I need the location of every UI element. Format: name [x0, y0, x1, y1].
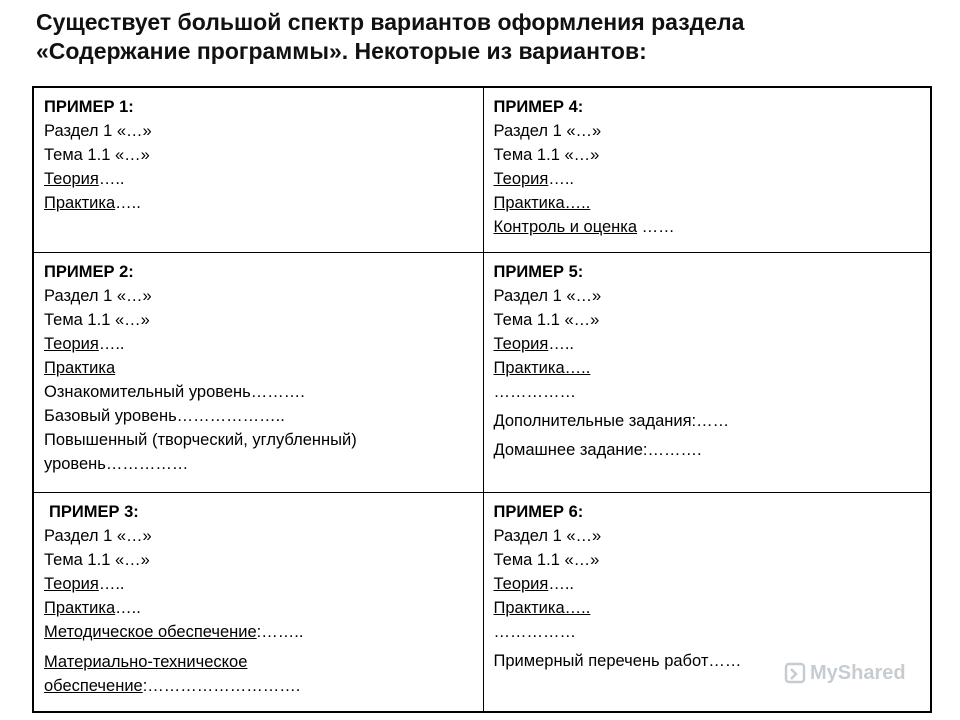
method-line [44, 620, 475, 644]
table-row [33, 87, 931, 253]
theory-line [494, 572, 923, 596]
level-advanced-line: Повышенный (творческий, углубленный) [44, 431, 357, 449]
practice-line [494, 596, 923, 620]
practice-line [494, 191, 923, 215]
theory-dots: ….. [548, 335, 575, 353]
title-line-2: «Содержание программы». Некоторые из вариантов: [36, 38, 647, 64]
practice-line [44, 191, 475, 215]
watermark-logo-icon [784, 660, 808, 686]
method-dots: :…….. [256, 623, 304, 641]
control-dots: …… [637, 218, 675, 236]
extra-tasks-line: Дополнительные задания:…… [493, 412, 730, 430]
section-line: Раздел 1 «…» [493, 527, 602, 545]
material-line-cont [44, 674, 475, 698]
topic-line: Тема 1.1 «…» [493, 551, 600, 569]
watermark [784, 660, 924, 688]
examples-table [32, 86, 932, 713]
example-heading: ПРИМЕР 1: [44, 98, 134, 116]
topic-line: Тема 1.1 «…» [44, 311, 150, 329]
theory-line [494, 167, 923, 191]
level-basic-line: Базовый уровень……………….. [44, 407, 285, 425]
example-heading: ПРИМЕР 2: [44, 263, 134, 281]
practice-label: Практика….. [493, 359, 591, 377]
example-heading: ПРИМЕР 5: [493, 263, 584, 281]
topic-line: Тема 1.1 «…» [493, 311, 600, 329]
example-cell-3 [33, 493, 483, 713]
practice-label: Практика….. [493, 599, 591, 617]
section-line: Раздел 1 «…» [44, 287, 152, 305]
section-line: Раздел 1 «…» [493, 122, 602, 140]
example-cell-4 [483, 87, 931, 253]
topic-line: Тема 1.1 «…» [44, 146, 150, 164]
theory-dots: ….. [98, 575, 125, 593]
practice-dots: ….. [115, 599, 141, 617]
theory-label: Теория [44, 575, 99, 593]
control-line [494, 215, 923, 239]
example-cell-1 [33, 87, 483, 253]
practice-label: Практика [44, 194, 116, 212]
example-heading: ПРИМЕР 6: [493, 503, 584, 521]
theory-label: Теория [44, 335, 99, 353]
homework-line: Домашнее задание:………. [493, 441, 702, 459]
theory-line [44, 572, 475, 596]
dots-line: …………… [493, 383, 576, 401]
control-label: Контроль и оценка [493, 218, 638, 236]
theory-label: Теория [493, 335, 549, 353]
watermark-text: MyShared [810, 662, 906, 684]
practice-label: Практика [44, 359, 116, 377]
topic-line: Тема 1.1 «…» [493, 146, 600, 164]
material-line: Материально-техническое [44, 653, 248, 671]
method-label: Методическое обеспечение [44, 623, 257, 641]
theory-line [44, 167, 475, 191]
section-line: Раздел 1 «…» [493, 287, 602, 305]
theory-label: Теория [493, 575, 549, 593]
works-line: Примерный перечень работ…… [493, 652, 742, 670]
theory-line [44, 332, 475, 356]
practice-label: Практика [44, 599, 116, 617]
page-title [36, 8, 936, 66]
material-label: обеспечение [44, 677, 143, 695]
theory-dots: ….. [98, 335, 125, 353]
section-line: Раздел 1 «…» [44, 527, 152, 545]
level-intro-line: Ознакомительный уровень………. [44, 383, 305, 401]
example-cell-5 [483, 253, 931, 493]
table-row [33, 253, 931, 493]
section-line: Раздел 1 «…» [44, 122, 152, 140]
title-line-1: Существует большой спектр вариантов оформления раздела [36, 9, 745, 35]
theory-dots: ….. [548, 170, 575, 188]
theory-label: Теория [493, 170, 549, 188]
dots-line: …………… [493, 623, 576, 641]
practice-line [44, 596, 475, 620]
example-heading: ПРИМЕР 3: [49, 503, 139, 521]
theory-dots: ….. [98, 170, 125, 188]
theory-label: Теория [44, 170, 99, 188]
practice-label: Практика….. [493, 194, 591, 212]
material-dots: :………………………. [142, 677, 301, 695]
topic-line: Тема 1.1 «…» [44, 551, 150, 569]
level-advanced-cont: уровень…………… [44, 455, 189, 473]
practice-line [494, 356, 923, 380]
practice-line [44, 356, 475, 380]
practice-dots: ….. [115, 194, 141, 212]
theory-dots: ….. [548, 575, 575, 593]
theory-line [494, 332, 923, 356]
example-cell-2 [33, 253, 483, 493]
example-heading: ПРИМЕР 4: [493, 98, 584, 116]
